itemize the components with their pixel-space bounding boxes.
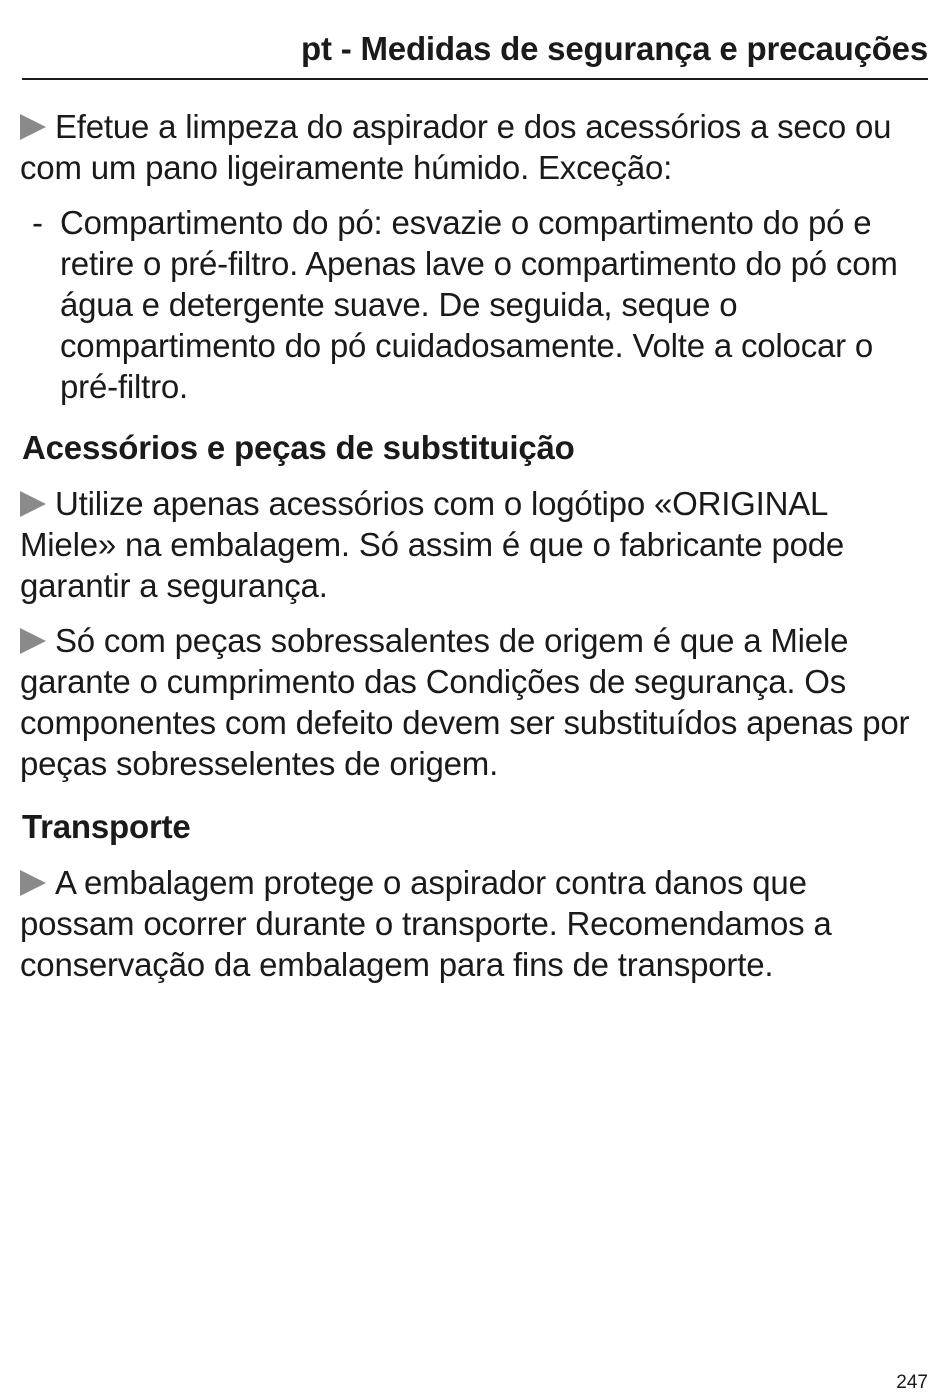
main-content — [20, 106, 930, 999]
triangle-arrow-right-icon — [20, 491, 46, 517]
accessories-paragraph-1 — [20, 483, 930, 606]
dash-marker: - — [32, 204, 43, 241]
accessories-paragraph-2 — [20, 620, 930, 784]
cleaning-paragraph — [20, 106, 930, 188]
transport-heading: Transporte — [22, 808, 191, 845]
transport-paragraph-text: A embalagem protege o aspirador contra danos que possam ocorrer durante o transporte. Recomendamos a conservação da embalagem para fins de transporte. — [20, 864, 832, 983]
dust-compartment-item — [20, 202, 930, 407]
triangle-arrow-right-icon — [20, 870, 46, 896]
accessories-paragraph-1-text: Utilize apenas acessórios com o logótipo «ORIGINAL Miele» na embalagem. Só assim é que o fabricante pode garantir a segurança. — [20, 485, 845, 604]
dust-compartment-text: Compartimento do pó: esvazie o compartimento do pó e retire o pré-filtro. Apenas lave o compartimento do pó com água e detergente suave. De seguida, seque o compartimento do pó cuidadosamente. Volte a colocar o pré-filtro. — [60, 204, 898, 405]
page-header — [22, 28, 928, 80]
page-number: 247 — [896, 1372, 928, 1393]
accessories-paragraph-2-text: Só com peças sobressalentes de origem é que a Miele garante o cumprimento das Condições de segurança. Os componentes com defeito devem ser substituídos apenas por peças sobresselentes de origem. — [20, 622, 910, 782]
triangle-arrow-right-icon — [20, 628, 46, 654]
accessories-heading: Acessórios e peças de substituição — [22, 429, 575, 466]
cleaning-paragraph-text: Efetue a limpeza do aspirador e dos acessórios a seco ou com um pano ligeiramente húmido. Exceção: — [20, 108, 892, 186]
page-title: pt - Medidas de segurança e precauções — [301, 30, 928, 67]
triangle-arrow-right-icon — [20, 114, 46, 140]
transport-paragraph — [20, 862, 930, 985]
